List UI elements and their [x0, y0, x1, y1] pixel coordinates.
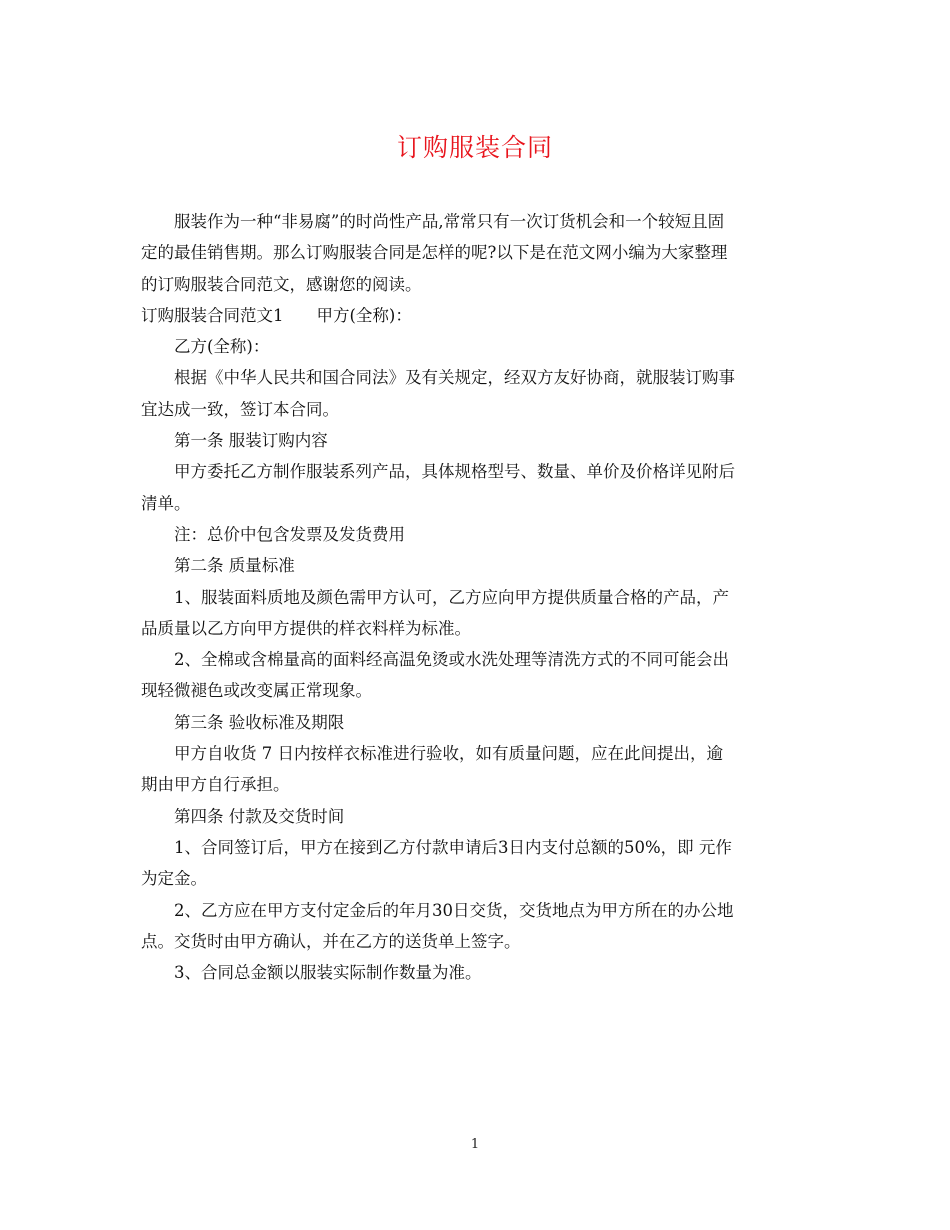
document-line: 第三条 验收标准及期限	[174, 712, 345, 732]
document-line: 清单。	[141, 493, 191, 513]
document-line: 甲方自收货 7 日内按样衣标准进行验收，如有质量问题，应在此间提出，逾	[174, 744, 723, 764]
document-line: 品质量以乙方向甲方提供的样衣料样为标准。	[141, 618, 471, 638]
page-number: 1	[470, 1137, 480, 1152]
document-line: 2、乙方应在甲方支付定金后的年月30日交货，交货地点为甲方所在的办公地	[174, 900, 734, 920]
document-line: 点。交货时由甲方确认，并在乙方的送货单上签字。	[141, 931, 521, 951]
document-line: 服装作为一种“非易腐”的时尚性产品,常常只有一次订货机会和一个较短且固	[174, 212, 725, 231]
document-line: 2、全棉或含棉量高的面料经高温免烫或水洗处理等清洗方式的不同可能会出	[174, 650, 729, 670]
document-line: 根据《中华人民共和国合同法》及有关规定，经双方友好协商，就服装订购事	[174, 368, 735, 388]
document-line: 订购服装合同范文1 甲方(全称)：	[141, 305, 412, 325]
document-line: 宜达成一致，签订本合同。	[141, 399, 339, 419]
document-line: 为定金。	[141, 869, 207, 889]
document-line: 第二条 质量标准	[174, 556, 295, 576]
document-line: 定的最佳销售期。那么订购服装合同是怎样的呢?以下是在范文网小编为大家整理	[141, 243, 728, 263]
document-line: 注：总价中包含发票及发货费用	[174, 524, 405, 544]
document-line: 3、合同总金额以服装实际制作数量为准。	[174, 963, 482, 983]
document-line: 1、服装面料质地及颜色需甲方认可，乙方应向甲方提供质量合格的产品，产	[174, 587, 729, 607]
document-title: 订购服装合同	[396, 133, 553, 162]
document-body	[141, 206, 813, 988]
document-line: 期由甲方自行承担。	[141, 775, 290, 795]
document-line: 甲方委托乙方制作服装系列产品，具体规格型号、数量、单价及价格详见附后	[174, 462, 735, 482]
document-line: 的订购服装合同范文，感谢您的阅读。	[141, 274, 422, 294]
document-line: 现轻微褪色或改变属正常现象。	[141, 681, 372, 701]
document-line: 第四条 付款及交货时间	[174, 806, 345, 826]
document-line: 乙方(全称)：	[174, 337, 270, 357]
document-line: 第一条 服装订购内容	[174, 431, 328, 451]
document-line: 1、合同签订后，甲方在接到乙方付款申请后3日内支付总额的50%，即 元作	[174, 837, 732, 857]
